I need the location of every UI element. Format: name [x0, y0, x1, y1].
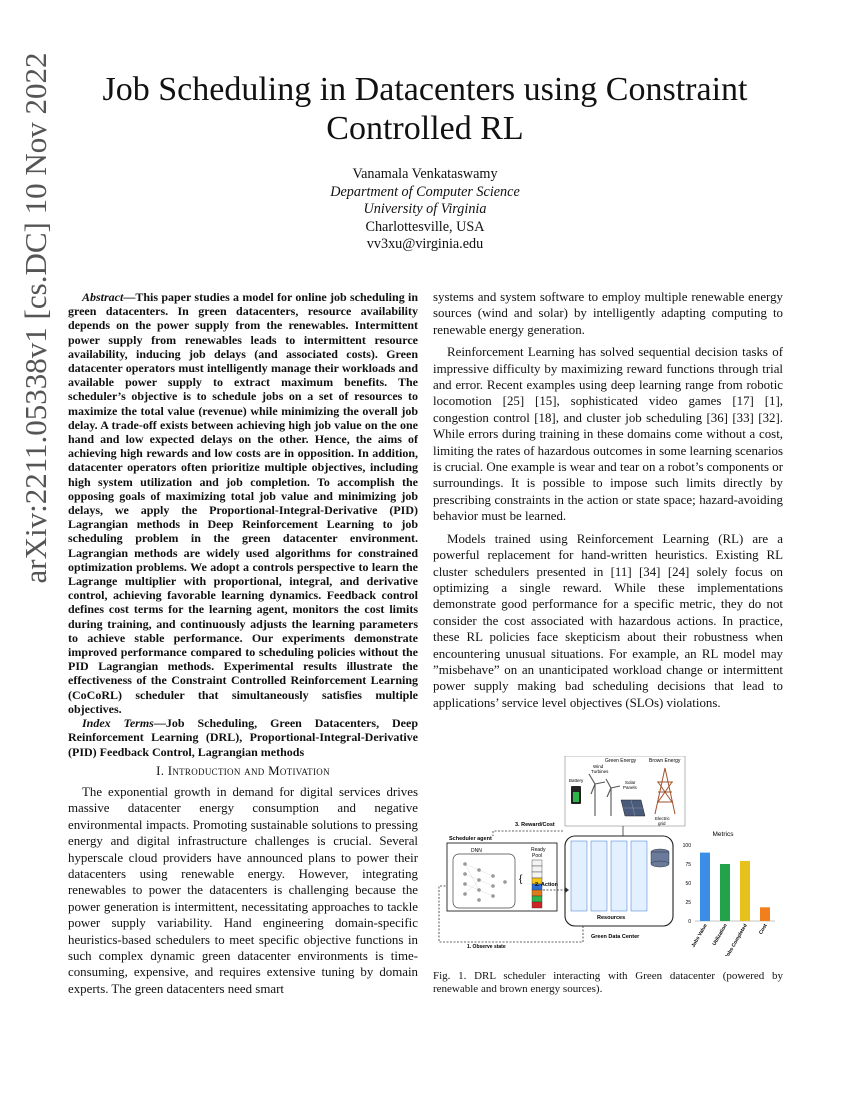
bar-utilization: [720, 864, 730, 921]
author-city: Charlottesville, USA: [365, 218, 485, 235]
y-tick-label: 50: [685, 881, 691, 887]
x-tick-label: Jobs Value: [690, 923, 709, 949]
x-tick-label: Utilization: [711, 923, 729, 947]
intro-column: [68, 784, 418, 997]
y-tick-label: 25: [685, 900, 691, 906]
author-university: University of Virginia: [363, 201, 487, 218]
figure-caption: Fig. 1. DRL scheduler interacting with Green datacenter (powered by renewable and brown energy sources).: [433, 970, 783, 996]
bar-cost: [760, 907, 770, 921]
ready-label: Ready: [531, 847, 546, 853]
author-block: [225, 166, 625, 254]
panels-label: Panels: [623, 785, 637, 790]
author-department: Department of Computer Science: [330, 183, 520, 200]
abstract: [68, 290, 418, 759]
grid-label: grid: [658, 821, 666, 826]
chart-title: Metrics: [712, 831, 734, 838]
abstract-label: Abstract: [82, 290, 124, 304]
y-tick-label: 100: [682, 843, 691, 849]
reward-arrow: [493, 831, 563, 836]
index-terms-text: —Job Scheduling, Green Datacenters, Deep Reinforcement Learning (DRL), Proportional-Integral-Derivative (PID) Feedback Control, Lagrangian methods: [68, 716, 419, 759]
neural-network-icon: [463, 862, 507, 902]
pool-label: Pool: [532, 853, 543, 859]
battery-label: Battery: [569, 778, 584, 783]
reward-cost-label: 3. Reward/Cost: [515, 822, 555, 828]
index-terms-label: Index Terms: [82, 716, 154, 731]
action-label: 2. Action: [535, 882, 559, 888]
y-tick-label: 0: [688, 919, 691, 925]
dnn-label: DNN: [471, 848, 482, 854]
title-line-1: Job Scheduling in Datacenters using Constraint: [102, 71, 748, 108]
observe-label: 1. Observe state: [467, 944, 506, 950]
wind-turbine-icon: [589, 774, 620, 816]
abstract-paragraph: [68, 290, 418, 716]
right-paragraph-models: Models trained using Reinforcement Learning (RL) are a powerful replacement for hand-written heuristics. Existing RL cluster schedulers presented in [11] [34] [24] solely focus on optimizing a single reward. While these implementations demonstrate good performance for a specific metric, they do not consider the cost associated with hazardous actions. In practice, these RL policies face skepticism about their robustness when encountering unusual situations. For example, an RL model may ”misbehave” on an unanticipated workload change or intermittent power supply making bad scheduling decisions that lead to applications’ service level objectives (SLOs) violations.: [433, 531, 783, 710]
green-energy-label: Green Energy: [605, 758, 637, 764]
wind-label: Wind: [593, 764, 604, 769]
intro-paragraph: The exponential growth in demand for digital services drives massive datacenter energy consumption and negative environmental impacts. Promoting sustainable solutions to pressing energy and digital infrastructure challenges is crucial. Several hyperscale cloud providers have announced plans to power their datacenters using renewable energy. However, integrating renewables to power the datacenters is challenging because the power generation is intermittent, necessitating approaches to tackle power supply variability. Hand engineering domain-specific heuristics-based schedulers to meet specific objective functions in such complex dynamic green datacenter environments is time-consuming, expensive, and requires extensive tuning by domain experts. The green datacenters need smart: [68, 785, 418, 996]
paper-title: [70, 70, 780, 148]
observe-arrow: [439, 886, 583, 942]
scheduler-agent-label: Scheduler agent: [449, 836, 492, 842]
title-line-2: Controlled RL: [326, 110, 524, 147]
figure-1: [433, 756, 783, 956]
server-racks: [571, 841, 647, 911]
solar-label: Solar: [625, 780, 636, 785]
turbines-label: Turbines: [591, 769, 609, 774]
index-terms: [68, 716, 418, 759]
section-heading: I. Introduction and Motivation: [156, 764, 330, 778]
brown-energy-label: Brown Energy: [649, 758, 681, 764]
action-arrowhead: [565, 887, 569, 893]
right-paragraph-continued: systems and system software to employ multiple renewable energy sources (wind and solar) by intelligently adapting computing to renewable energy generation.: [433, 290, 783, 337]
database-icon: [651, 849, 669, 867]
arxiv-stamp: arXiv:2211.05338v1 [cs.DC] 10 Nov 2022: [18, 52, 53, 584]
abstract-text: —This paper studies a model for online job scheduling in green datacenters. In green datacenters, resource availability depends on the power supply from the renewables. Intermittent power supply from renewables leads to intermittent resource availability, inducing job delays (and associated costs). Green datacenter operators must intelligently manage their workloads and available power supply to extract maximum benefits. The scheduler’s objective is to schedule jobs on a set of resources to maximize the total value (revenue) while minimizing the overall job delay. A trade-off exists between achieving high job value on the one hand and low expected delays on the other. Hence, the aims of achieving high rewards and low costs are in opposition. In addition, datacenter operators often prioritize multiple objectives, including high system utilization and job completion. To accomplish the opposing goals of maximizing total job value and minimizing job delays, we apply the Proportional-Integral-Derivative (PID) Lagrangian methods in Deep Reinforcement Learning to job scheduling problem in the green datacenter environment. Lagrangian methods are widely used algorithms for constrained optimization problems. We adopt a controls perspective to learn the Lagrange multiplier with proportional, integral, and derivative control, achieving favorable learning dynamics. Feedback control defines cost terms for the learning agent, monitors the cost limits during training, and continuously adjusts the learning parameters to achieve stable performance. Our experiments demonstrate improved performance compared to scheduling policies without the PID Lagrangian methods. Experimental results illustrate the effectiveness of the Constraint Controlled Reinforcement Learning (CoCoRL) scheduler that simultaneously satisfies multiple objectives.: [68, 290, 418, 716]
x-tick-label: Jobs Completed: [724, 923, 749, 956]
bar-jobs-completed: [740, 861, 750, 921]
bar-jobs-value: [700, 853, 710, 921]
solar-panel-icon: [621, 800, 645, 816]
electric-label: Electric: [655, 816, 670, 821]
author-email: vv3xu@virginia.edu: [366, 236, 484, 253]
x-tick-label: Cost: [757, 923, 769, 936]
battery-icon: [569, 778, 584, 804]
right-column: [433, 289, 783, 711]
author-name: Vanamala Venkataswamy: [352, 166, 498, 182]
resources-label: Resources: [597, 915, 626, 921]
brace-icon: {: [519, 874, 523, 885]
y-tick-label: 75: [685, 862, 691, 868]
figure-diagram: [433, 756, 783, 956]
chart-bars: [690, 853, 770, 956]
electric-grid-icon: [655, 768, 675, 814]
green-dc-label: Green Data Center: [591, 934, 640, 940]
right-paragraph-rl: Reinforcement Learning has solved sequential decision tasks of impressive difficulty by maximizing reward functions through trial and error. Recent examples using deep learning range from robotic locomotion [25] [15], sophisticated video games [17] [1], congestion control [18], and cluster job scheduling [36] [33] [32]. While errors during training in these domains come without a cost, limiting the rates of hazardous outcomes in some learning scenarios is crucial. One example is wear and tear on a robot’s components or surroundings. It is possible to impose such limits directly by prescribing constraints in the action or state space; hazard-avoiding behavior must be learned.: [433, 345, 783, 524]
